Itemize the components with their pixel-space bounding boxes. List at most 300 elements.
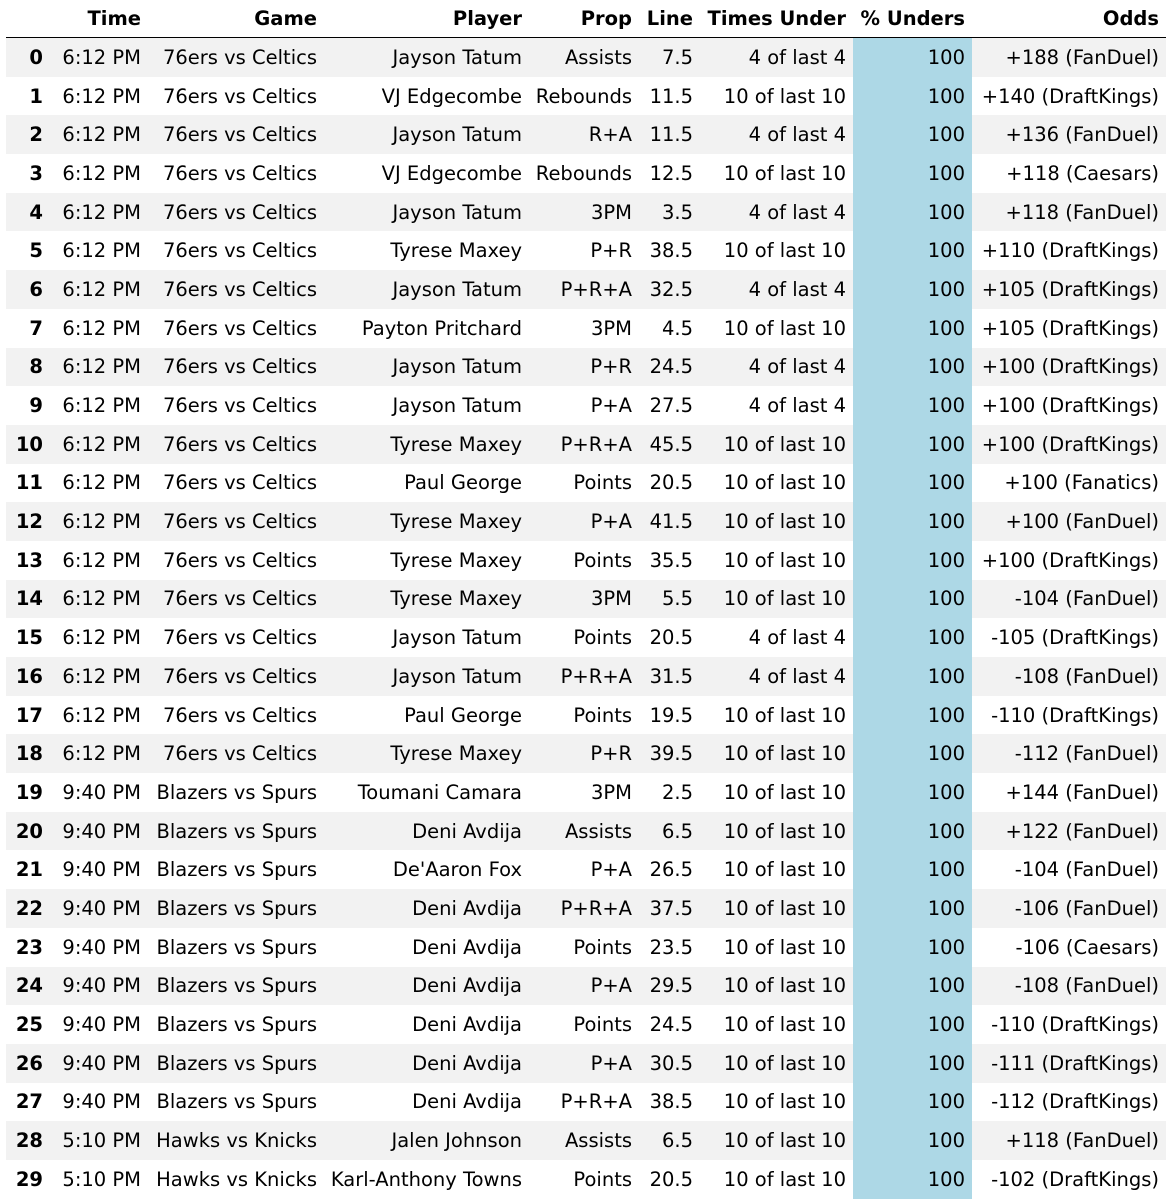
cell-game: 76ers vs Celtics <box>148 502 324 541</box>
cell-line: 24.5 <box>639 1005 700 1044</box>
cell-prop: P+R+A <box>529 425 639 464</box>
cell-times-under: 10 of last 10 <box>700 1005 853 1044</box>
cell-game: 76ers vs Celtics <box>148 193 324 232</box>
cell-pct-unders: 100 <box>853 464 972 503</box>
table-row <box>6 773 1166 812</box>
cell-line: 19.5 <box>639 696 700 735</box>
cell-odds: -106 (Caesars) <box>972 928 1166 967</box>
row-index: 20 <box>6 812 50 851</box>
cell-odds: -105 (DraftKings) <box>972 618 1166 657</box>
cell-game: Hawks vs Knicks <box>148 1160 324 1199</box>
cell-time: 6:12 PM <box>50 464 148 503</box>
cell-line: 37.5 <box>639 889 700 928</box>
cell-time: 6:12 PM <box>50 154 148 193</box>
row-index: 13 <box>6 541 50 580</box>
cell-times-under: 4 of last 4 <box>700 657 853 696</box>
cell-player: VJ Edgecombe <box>324 154 529 193</box>
cell-prop: 3PM <box>529 580 639 619</box>
cell-line: 24.5 <box>639 348 700 387</box>
row-index: 9 <box>6 386 50 425</box>
cell-pct-unders: 100 <box>853 193 972 232</box>
cell-game: Blazers vs Spurs <box>148 812 324 851</box>
row-index: 10 <box>6 425 50 464</box>
cell-odds: -104 (FanDuel) <box>972 850 1166 889</box>
cell-game: Blazers vs Spurs <box>148 1044 324 1083</box>
cell-game: 76ers vs Celtics <box>148 425 324 464</box>
cell-pct-unders: 100 <box>853 270 972 309</box>
cell-line: 38.5 <box>639 231 700 270</box>
cell-prop: P+R <box>529 231 639 270</box>
table-row <box>6 386 1166 425</box>
cell-time: 9:40 PM <box>50 773 148 812</box>
cell-prop: P+R+A <box>529 657 639 696</box>
cell-prop: P+R <box>529 734 639 773</box>
cell-line: 5.5 <box>639 580 700 619</box>
row-index: 4 <box>6 193 50 232</box>
header-row <box>6 0 1166 38</box>
cell-prop: Assists <box>529 38 639 77</box>
table-row <box>6 464 1166 503</box>
cell-prop: P+R+A <box>529 270 639 309</box>
cell-time: 6:12 PM <box>50 502 148 541</box>
cell-time: 9:40 PM <box>50 967 148 1006</box>
cell-odds: +100 (DraftKings) <box>972 386 1166 425</box>
cell-prop: Points <box>529 1160 639 1199</box>
row-index: 25 <box>6 1005 50 1044</box>
row-index: 29 <box>6 1160 50 1199</box>
cell-line: 3.5 <box>639 193 700 232</box>
cell-pct-unders: 100 <box>853 502 972 541</box>
cell-game: 76ers vs Celtics <box>148 154 324 193</box>
cell-times-under: 10 of last 10 <box>700 889 853 928</box>
cell-pct-unders: 100 <box>853 77 972 116</box>
cell-line: 12.5 <box>639 154 700 193</box>
row-index: 6 <box>6 270 50 309</box>
cell-odds: +100 (DraftKings) <box>972 348 1166 387</box>
cell-line: 20.5 <box>639 618 700 657</box>
cell-prop: P+R+A <box>529 1083 639 1122</box>
table-row <box>6 580 1166 619</box>
table-row <box>6 231 1166 270</box>
cell-player: Jalen Johnson <box>324 1121 529 1160</box>
cell-odds: -104 (FanDuel) <box>972 580 1166 619</box>
cell-prop: P+A <box>529 502 639 541</box>
table-row <box>6 348 1166 387</box>
cell-prop: 3PM <box>529 773 639 812</box>
cell-times-under: 10 of last 10 <box>700 773 853 812</box>
cell-player: Jayson Tatum <box>324 193 529 232</box>
cell-times-under: 10 of last 10 <box>700 1044 853 1083</box>
cell-prop: Rebounds <box>529 154 639 193</box>
row-index: 0 <box>6 38 50 77</box>
cell-time: 6:12 PM <box>50 348 148 387</box>
cell-game: Blazers vs Spurs <box>148 928 324 967</box>
cell-line: 41.5 <box>639 502 700 541</box>
cell-times-under: 10 of last 10 <box>700 154 853 193</box>
cell-game: 76ers vs Celtics <box>148 115 324 154</box>
cell-times-under: 10 of last 10 <box>700 696 853 735</box>
cell-player: Tyrese Maxey <box>324 580 529 619</box>
table-row <box>6 1160 1166 1199</box>
cell-prop: 3PM <box>529 309 639 348</box>
cell-time: 6:12 PM <box>50 193 148 232</box>
table-row <box>6 77 1166 116</box>
table-row <box>6 850 1166 889</box>
header-index <box>6 0 50 38</box>
row-index: 19 <box>6 773 50 812</box>
cell-odds: +105 (DraftKings) <box>972 270 1166 309</box>
cell-game: 76ers vs Celtics <box>148 386 324 425</box>
cell-times-under: 10 of last 10 <box>700 734 853 773</box>
cell-line: 45.5 <box>639 425 700 464</box>
table-row <box>6 928 1166 967</box>
table-body <box>6 38 1166 1199</box>
cell-odds: -106 (FanDuel) <box>972 889 1166 928</box>
cell-player: Jayson Tatum <box>324 38 529 77</box>
cell-game: Blazers vs Spurs <box>148 773 324 812</box>
row-index: 18 <box>6 734 50 773</box>
cell-player: VJ Edgecombe <box>324 77 529 116</box>
cell-pct-unders: 100 <box>853 812 972 851</box>
props-table <box>6 0 1166 1199</box>
cell-time: 6:12 PM <box>50 618 148 657</box>
cell-line: 26.5 <box>639 850 700 889</box>
table-row <box>6 967 1166 1006</box>
cell-game: 76ers vs Celtics <box>148 309 324 348</box>
header-line: Line <box>639 0 700 38</box>
cell-times-under: 10 of last 10 <box>700 1121 853 1160</box>
cell-prop: P+A <box>529 967 639 1006</box>
row-index: 15 <box>6 618 50 657</box>
table-row <box>6 193 1166 232</box>
cell-player: Karl-Anthony Towns <box>324 1160 529 1199</box>
cell-odds: +122 (FanDuel) <box>972 812 1166 851</box>
cell-pct-unders: 100 <box>853 1121 972 1160</box>
cell-odds: +118 (FanDuel) <box>972 1121 1166 1160</box>
header-time: Time <box>50 0 148 38</box>
cell-player: Jayson Tatum <box>324 270 529 309</box>
table-row <box>6 309 1166 348</box>
cell-prop: 3PM <box>529 193 639 232</box>
cell-prop: Points <box>529 541 639 580</box>
cell-line: 2.5 <box>639 773 700 812</box>
row-index: 8 <box>6 348 50 387</box>
cell-pct-unders: 100 <box>853 1044 972 1083</box>
cell-times-under: 10 of last 10 <box>700 541 853 580</box>
cell-odds: -108 (FanDuel) <box>972 967 1166 1006</box>
cell-odds: +118 (Caesars) <box>972 154 1166 193</box>
cell-line: 32.5 <box>639 270 700 309</box>
cell-time: 6:12 PM <box>50 38 148 77</box>
cell-player: Jayson Tatum <box>324 348 529 387</box>
cell-times-under: 10 of last 10 <box>700 850 853 889</box>
table-row <box>6 657 1166 696</box>
cell-player: Jayson Tatum <box>324 618 529 657</box>
cell-prop: P+R <box>529 348 639 387</box>
cell-prop: P+A <box>529 1044 639 1083</box>
cell-game: Hawks vs Knicks <box>148 1121 324 1160</box>
cell-time: 6:12 PM <box>50 77 148 116</box>
cell-prop: Points <box>529 464 639 503</box>
cell-game: 76ers vs Celtics <box>148 231 324 270</box>
cell-time: 6:12 PM <box>50 115 148 154</box>
cell-odds: -112 (FanDuel) <box>972 734 1166 773</box>
cell-line: 6.5 <box>639 812 700 851</box>
cell-pct-unders: 100 <box>853 1005 972 1044</box>
cell-times-under: 10 of last 10 <box>700 464 853 503</box>
cell-prop: Points <box>529 618 639 657</box>
cell-game: 76ers vs Celtics <box>148 618 324 657</box>
table-row <box>6 1005 1166 1044</box>
cell-line: 23.5 <box>639 928 700 967</box>
cell-times-under: 10 of last 10 <box>700 425 853 464</box>
cell-times-under: 4 of last 4 <box>700 115 853 154</box>
cell-prop: Points <box>529 1005 639 1044</box>
cell-player: Tyrese Maxey <box>324 541 529 580</box>
cell-time: 6:12 PM <box>50 270 148 309</box>
cell-odds: -112 (DraftKings) <box>972 1083 1166 1122</box>
cell-time: 9:40 PM <box>50 1005 148 1044</box>
cell-pct-unders: 100 <box>853 541 972 580</box>
cell-game: Blazers vs Spurs <box>148 1005 324 1044</box>
cell-game: 76ers vs Celtics <box>148 541 324 580</box>
cell-pct-unders: 100 <box>853 309 972 348</box>
cell-prop: Rebounds <box>529 77 639 116</box>
cell-times-under: 4 of last 4 <box>700 348 853 387</box>
cell-prop: Assists <box>529 1121 639 1160</box>
cell-player: Deni Avdija <box>324 1083 529 1122</box>
table-row <box>6 541 1166 580</box>
header-pct-unders: % Unders <box>853 0 972 38</box>
cell-player: Tyrese Maxey <box>324 231 529 270</box>
cell-times-under: 4 of last 4 <box>700 386 853 425</box>
cell-times-under: 10 of last 10 <box>700 231 853 270</box>
cell-line: 20.5 <box>639 1160 700 1199</box>
cell-pct-unders: 100 <box>853 425 972 464</box>
cell-pct-unders: 100 <box>853 1083 972 1122</box>
row-index: 21 <box>6 850 50 889</box>
cell-player: Tyrese Maxey <box>324 502 529 541</box>
cell-odds: +100 (FanDuel) <box>972 502 1166 541</box>
row-index: 27 <box>6 1083 50 1122</box>
cell-game: 76ers vs Celtics <box>148 696 324 735</box>
cell-game: Blazers vs Spurs <box>148 967 324 1006</box>
cell-odds: -110 (DraftKings) <box>972 1005 1166 1044</box>
header-prop: Prop <box>529 0 639 38</box>
cell-pct-unders: 100 <box>853 773 972 812</box>
cell-player: Deni Avdija <box>324 1005 529 1044</box>
cell-odds: +118 (FanDuel) <box>972 193 1166 232</box>
cell-time: 5:10 PM <box>50 1121 148 1160</box>
cell-odds: -102 (DraftKings) <box>972 1160 1166 1199</box>
cell-odds: +144 (FanDuel) <box>972 773 1166 812</box>
cell-game: Blazers vs Spurs <box>148 1083 324 1122</box>
cell-game: 76ers vs Celtics <box>148 270 324 309</box>
cell-player: Jayson Tatum <box>324 115 529 154</box>
header-player: Player <box>324 0 529 38</box>
row-index: 14 <box>6 580 50 619</box>
cell-time: 6:12 PM <box>50 386 148 425</box>
cell-line: 6.5 <box>639 1121 700 1160</box>
cell-times-under: 4 of last 4 <box>700 38 853 77</box>
cell-line: 7.5 <box>639 38 700 77</box>
cell-line: 11.5 <box>639 115 700 154</box>
row-index: 7 <box>6 309 50 348</box>
cell-prop: Points <box>529 928 639 967</box>
table-row <box>6 1121 1166 1160</box>
cell-player: Deni Avdija <box>324 928 529 967</box>
cell-odds: +100 (DraftKings) <box>972 541 1166 580</box>
cell-game: Blazers vs Spurs <box>148 850 324 889</box>
cell-pct-unders: 100 <box>853 231 972 270</box>
table-row <box>6 115 1166 154</box>
cell-time: 6:12 PM <box>50 231 148 270</box>
header-game: Game <box>148 0 324 38</box>
cell-line: 35.5 <box>639 541 700 580</box>
cell-time: 5:10 PM <box>50 1160 148 1199</box>
cell-player: Toumani Camara <box>324 773 529 812</box>
table-row <box>6 618 1166 657</box>
cell-line: 38.5 <box>639 1083 700 1122</box>
cell-times-under: 10 of last 10 <box>700 967 853 1006</box>
cell-pct-unders: 100 <box>853 850 972 889</box>
cell-odds: -110 (DraftKings) <box>972 696 1166 735</box>
cell-time: 6:12 PM <box>50 425 148 464</box>
cell-game: 76ers vs Celtics <box>148 580 324 619</box>
cell-odds: +100 (DraftKings) <box>972 425 1166 464</box>
cell-player: Paul George <box>324 696 529 735</box>
cell-player: Tyrese Maxey <box>324 425 529 464</box>
cell-time: 6:12 PM <box>50 309 148 348</box>
cell-line: 11.5 <box>639 77 700 116</box>
cell-pct-unders: 100 <box>853 696 972 735</box>
cell-times-under: 10 of last 10 <box>700 502 853 541</box>
cell-player: Deni Avdija <box>324 967 529 1006</box>
row-index: 12 <box>6 502 50 541</box>
table-row <box>6 154 1166 193</box>
cell-player: Jayson Tatum <box>324 657 529 696</box>
cell-times-under: 10 of last 10 <box>700 77 853 116</box>
row-index: 2 <box>6 115 50 154</box>
cell-times-under: 4 of last 4 <box>700 270 853 309</box>
cell-line: 20.5 <box>639 464 700 503</box>
header-times-under: Times Under <box>700 0 853 38</box>
table-row <box>6 425 1166 464</box>
row-index: 5 <box>6 231 50 270</box>
cell-player: Jayson Tatum <box>324 386 529 425</box>
cell-pct-unders: 100 <box>853 580 972 619</box>
cell-player: Deni Avdija <box>324 1044 529 1083</box>
cell-game: 76ers vs Celtics <box>148 734 324 773</box>
cell-odds: +136 (FanDuel) <box>972 115 1166 154</box>
cell-player: De'Aaron Fox <box>324 850 529 889</box>
table-row <box>6 734 1166 773</box>
cell-odds: +100 (Fanatics) <box>972 464 1166 503</box>
cell-pct-unders: 100 <box>853 657 972 696</box>
cell-time: 9:40 PM <box>50 812 148 851</box>
cell-line: 39.5 <box>639 734 700 773</box>
row-index: 17 <box>6 696 50 735</box>
cell-player: Paul George <box>324 464 529 503</box>
cell-game: 76ers vs Celtics <box>148 657 324 696</box>
cell-time: 6:12 PM <box>50 541 148 580</box>
row-index: 26 <box>6 1044 50 1083</box>
cell-times-under: 10 of last 10 <box>700 1160 853 1199</box>
cell-pct-unders: 100 <box>853 1160 972 1199</box>
table-row <box>6 696 1166 735</box>
cell-prop: Assists <box>529 812 639 851</box>
row-index: 16 <box>6 657 50 696</box>
cell-time: 6:12 PM <box>50 657 148 696</box>
cell-time: 9:40 PM <box>50 1083 148 1122</box>
cell-game: 76ers vs Celtics <box>148 464 324 503</box>
row-index: 24 <box>6 967 50 1006</box>
cell-time: 6:12 PM <box>50 734 148 773</box>
cell-line: 30.5 <box>639 1044 700 1083</box>
cell-odds: +110 (DraftKings) <box>972 231 1166 270</box>
cell-player: Tyrese Maxey <box>324 734 529 773</box>
cell-odds: -111 (DraftKings) <box>972 1044 1166 1083</box>
cell-pct-unders: 100 <box>853 154 972 193</box>
table-row <box>6 1044 1166 1083</box>
cell-pct-unders: 100 <box>853 348 972 387</box>
table-row <box>6 812 1166 851</box>
cell-game: 76ers vs Celtics <box>148 38 324 77</box>
cell-time: 6:12 PM <box>50 696 148 735</box>
cell-line: 4.5 <box>639 309 700 348</box>
table-row <box>6 889 1166 928</box>
cell-pct-unders: 100 <box>853 115 972 154</box>
table-row <box>6 502 1166 541</box>
cell-odds: +140 (DraftKings) <box>972 77 1166 116</box>
cell-line: 31.5 <box>639 657 700 696</box>
cell-times-under: 10 of last 10 <box>700 309 853 348</box>
cell-line: 29.5 <box>639 967 700 1006</box>
cell-times-under: 10 of last 10 <box>700 812 853 851</box>
cell-time: 9:40 PM <box>50 928 148 967</box>
cell-prop: P+A <box>529 386 639 425</box>
cell-time: 6:12 PM <box>50 580 148 619</box>
cell-player: Deni Avdija <box>324 812 529 851</box>
cell-pct-unders: 100 <box>853 928 972 967</box>
cell-player: Payton Pritchard <box>324 309 529 348</box>
row-index: 1 <box>6 77 50 116</box>
cell-times-under: 10 of last 10 <box>700 1083 853 1122</box>
cell-time: 9:40 PM <box>50 889 148 928</box>
cell-game: 76ers vs Celtics <box>148 77 324 116</box>
cell-pct-unders: 100 <box>853 734 972 773</box>
cell-odds: -108 (FanDuel) <box>972 657 1166 696</box>
cell-pct-unders: 100 <box>853 618 972 657</box>
row-index: 23 <box>6 928 50 967</box>
table-row <box>6 1083 1166 1122</box>
cell-prop: Points <box>529 696 639 735</box>
cell-odds: +188 (FanDuel) <box>972 38 1166 77</box>
cell-times-under: 10 of last 10 <box>700 928 853 967</box>
cell-time: 9:40 PM <box>50 850 148 889</box>
cell-times-under: 4 of last 4 <box>700 618 853 657</box>
cell-time: 9:40 PM <box>50 1044 148 1083</box>
cell-pct-unders: 100 <box>853 386 972 425</box>
cell-prop: P+R+A <box>529 889 639 928</box>
cell-odds: +105 (DraftKings) <box>972 309 1166 348</box>
cell-game: Blazers vs Spurs <box>148 889 324 928</box>
cell-game: 76ers vs Celtics <box>148 348 324 387</box>
cell-times-under: 4 of last 4 <box>700 193 853 232</box>
cell-prop: R+A <box>529 115 639 154</box>
cell-pct-unders: 100 <box>853 38 972 77</box>
cell-prop: P+A <box>529 850 639 889</box>
